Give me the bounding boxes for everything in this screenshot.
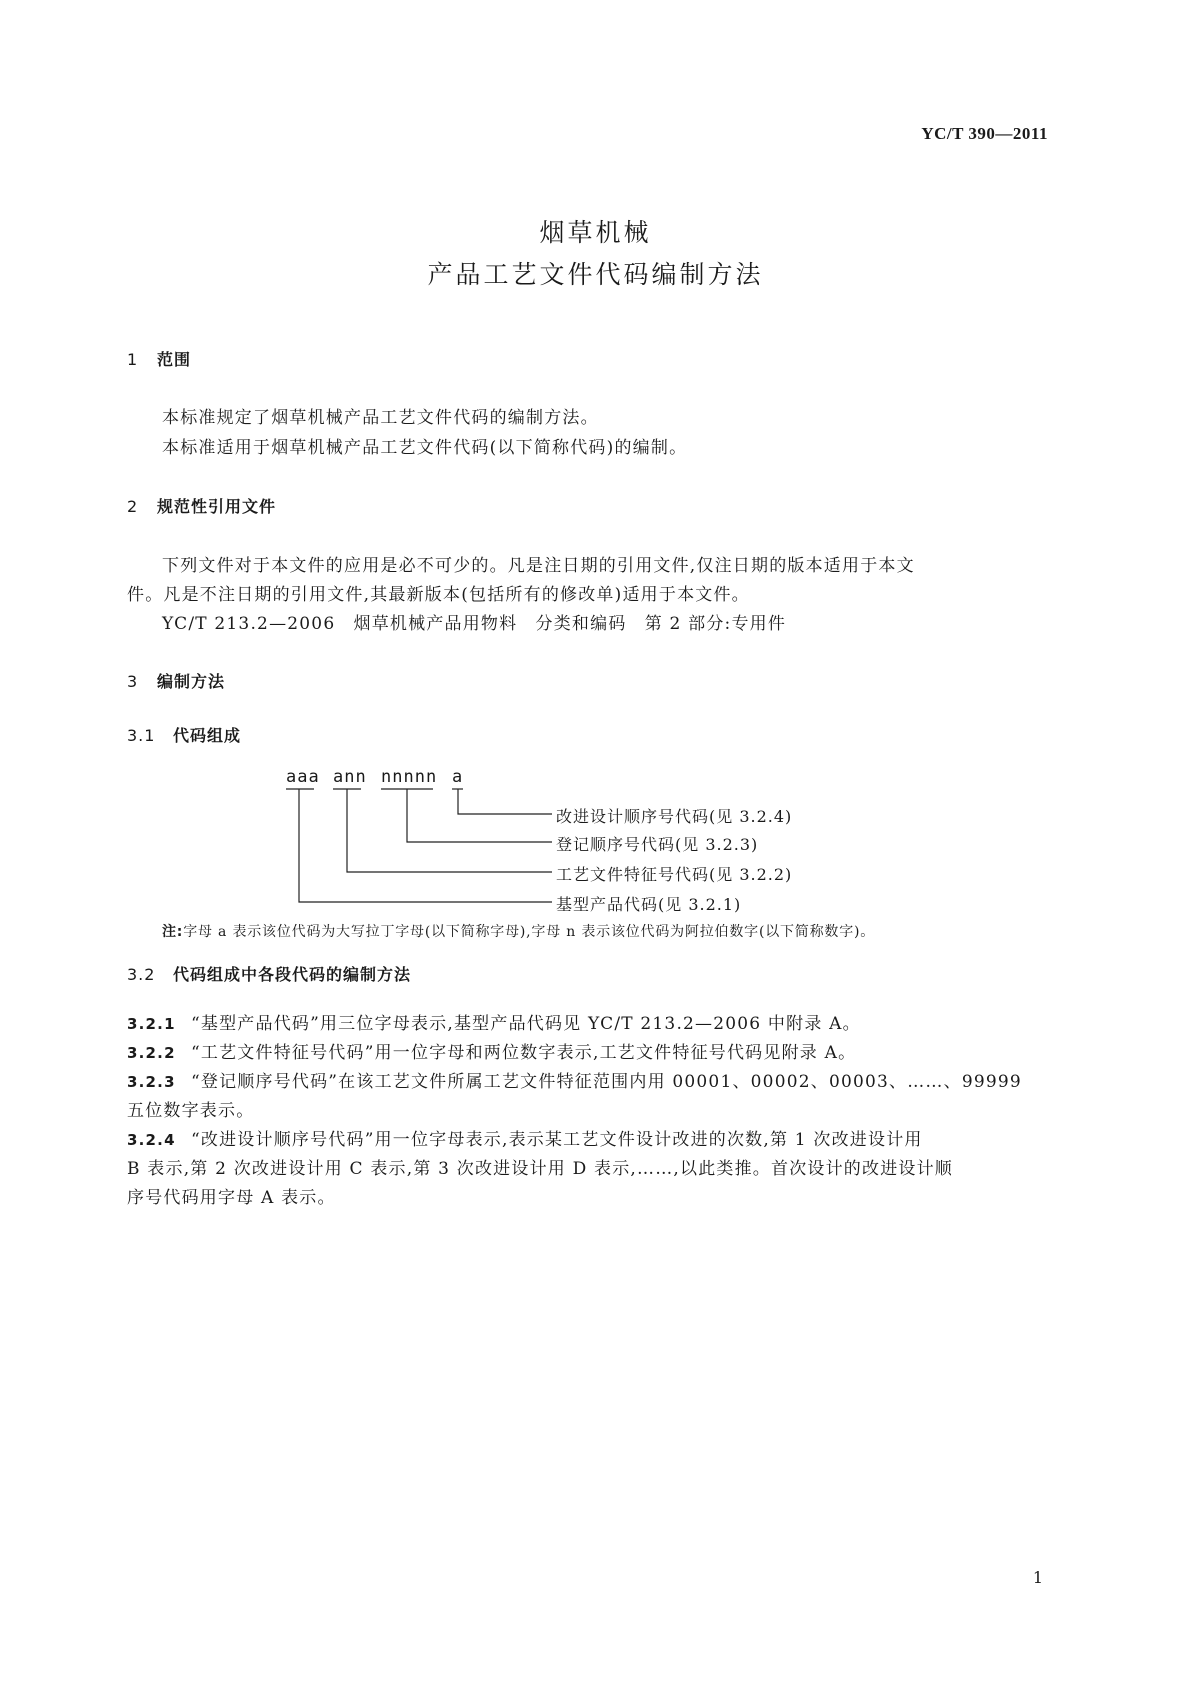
- clause-3-2-4-line3: 序号代码用字母 A 表示。: [127, 1188, 336, 1208]
- document-title-line2: 产品工艺文件代码编制方法: [427, 260, 764, 289]
- leader-feature: [347, 789, 552, 872]
- note-label: 注:: [162, 924, 184, 940]
- section2-number: 2: [127, 497, 139, 516]
- section1-paragraph-1: 本标准规定了烟草机械产品工艺文件代码的编制方法。: [162, 408, 599, 428]
- subsection-3-2-number: 3.2: [127, 965, 156, 984]
- document-title-line1: 烟草机械: [539, 218, 652, 247]
- subsection-3-2-heading: [127, 962, 411, 985]
- standard-code: YC/T 390—2011: [921, 124, 1048, 143]
- section3-title: 编制方法: [157, 672, 226, 691]
- leader-base-product: [299, 789, 552, 902]
- clause-3-2-3: 3.2.3 “登记顺序号代码”在该工艺文件所属工艺文件特征范围内用 00001、00002、00003、……、99999: [127, 1072, 1022, 1092]
- section1-paragraph-2: 本标准适用于烟草机械产品工艺文件代码(以下简称代码)的编制。: [162, 438, 688, 458]
- clause-3-2-2: 3.2.2 “工艺文件特征号代码”用一位字母和两位数字表示,工艺文件特征号代码见附录 A。: [127, 1043, 857, 1063]
- section1-title: 范围: [157, 350, 192, 369]
- section2-title: 规范性引用文件: [157, 497, 277, 516]
- code-segment-revision: a: [452, 767, 464, 787]
- code-segment-feature: ann: [333, 767, 367, 787]
- section2-paragraph-line1: 下列文件对于本文件的应用是必不可少的。凡是注日期的引用文件,仅注日期的版本适用于本文: [162, 556, 915, 576]
- page-number: 1: [1032, 1568, 1043, 1587]
- section3-number: 3: [127, 672, 139, 691]
- label-registration-code: 登记顺序号代码(见 3.2.3): [556, 835, 759, 854]
- leader-revision: [458, 789, 552, 814]
- subsection-3-1-title: 代码组成: [173, 726, 242, 745]
- clause-3-2-3-line2: 五位数字表示。: [127, 1101, 255, 1121]
- code-segment-base-product: aaa: [286, 767, 320, 787]
- leader-registration: [407, 789, 552, 842]
- label-feature-code: 工艺文件特征号代码(见 3.2.2): [556, 865, 793, 884]
- section1-number: 1: [127, 350, 139, 369]
- label-base-product-code: 基型产品代码(见 3.2.1): [556, 895, 742, 914]
- clause-3-2-1: 3.2.1 “基型产品代码”用三位字母表示,基型产品代码见 YC/T 213.2—2006 中附录 A。: [127, 1014, 861, 1034]
- note-text: 字母 a 表示该位代码为大写拉丁字母(以下简称字母),字母 n 表示该位代码为阿拉伯数字(以下简称数字)。: [183, 924, 876, 940]
- clause-3-2-4-line2: B 表示,第 2 次改进设计用 C 表示,第 3 次改进设计用 D 表示,……,以此类推。首次设计的改进设计顺: [127, 1159, 954, 1179]
- subsection-3-2-title: 代码组成中各段代码的编制方法: [173, 965, 412, 984]
- label-revision-code: 改进设计顺序号代码(见 3.2.4): [556, 807, 793, 826]
- section2-reference: YC/T 213.2—2006 烟草机械产品用物料 分类和编码 第 2 部分:专用件: [162, 614, 787, 634]
- code-segment-registration: nnnnn: [381, 767, 438, 787]
- diagram-note: [162, 921, 875, 941]
- clause-3-2-4: 3.2.4 “改进设计顺序号代码”用一位字母表示,表示某工艺文件设计改进的次数,第 1 次改进设计用: [127, 1130, 923, 1150]
- section2-paragraph-line2: 件。凡是不注日期的引用文件,其最新版本(包括所有的修改单)适用于本文件。: [127, 585, 750, 605]
- subsection-3-1-number: 3.1: [127, 726, 156, 745]
